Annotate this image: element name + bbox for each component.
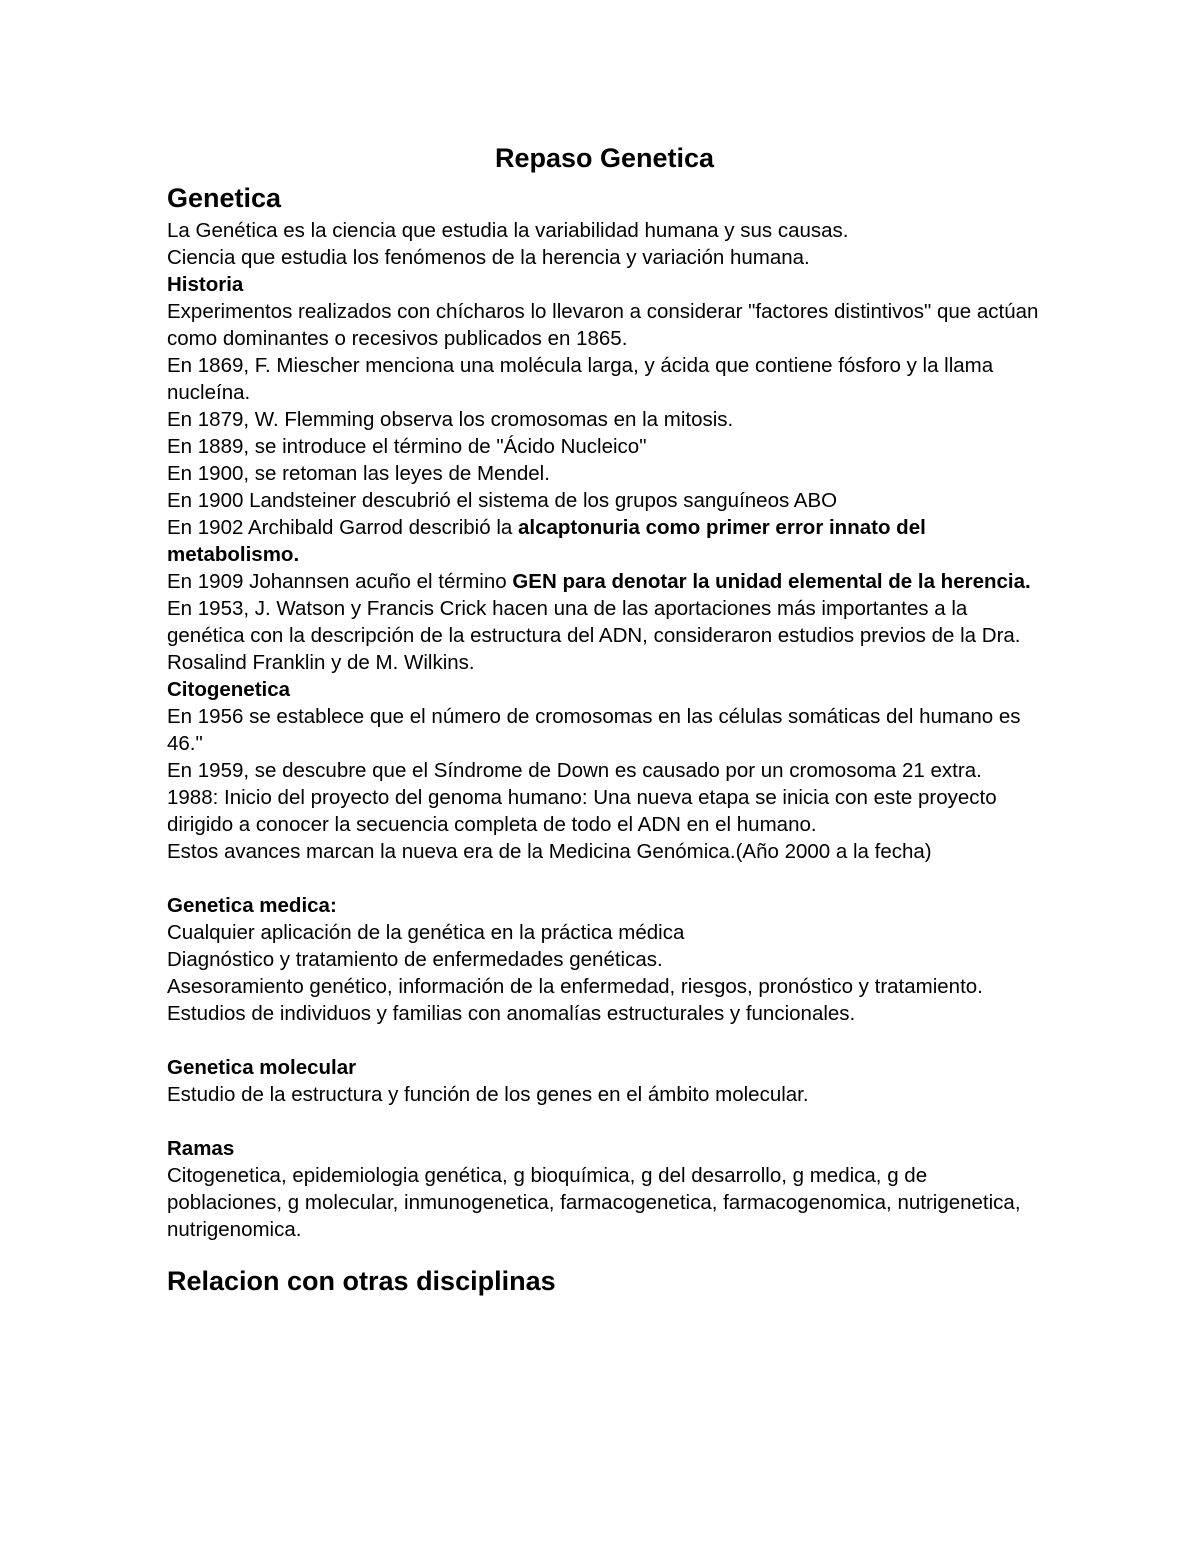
document-content: [167, 140, 1042, 1300]
subheading-citogenetica: Citogenetica: [167, 678, 291, 701]
spacer: [167, 1027, 1042, 1054]
spacer: [167, 1243, 1042, 1263]
paragraph: En 1900, se retoman las leyes de Mendel.: [167, 462, 550, 485]
paragraph-text: En 1902 Archibald Garrod describió la: [167, 516, 518, 539]
paragraph-mixed: [167, 514, 1042, 568]
section-heading-relacion: Relacion con otras disciplinas: [167, 1266, 556, 1296]
paragraph: En 1956 se establece que el número de cromosomas en las células somáticas del humano es 46.": [167, 705, 1021, 755]
paragraph: Estos avances marcan la nueva era de la Medicina Genómica.(Año 2000 a la fecha): [167, 840, 932, 863]
paragraph: En 1889, se introduce el término de "Ácido Nucleico": [167, 435, 647, 458]
paragraph: Ciencia que estudia los fenómenos de la herencia y variación humana.: [167, 246, 810, 269]
spacer: [167, 1108, 1042, 1135]
paragraph: La Genética es la ciencia que estudia la variabilidad humana y sus causas.: [167, 219, 849, 242]
paragraph: Citogenetica, epidemiologia genética, g bioquímica, g del desarrollo, g medica, g de poblaciones, g molecular, inmunogenetica, farmacogenetica, farmacogenomica, nutrigenetica, nutrigenomica.: [167, 1164, 1021, 1241]
paragraph: Experimentos realizados con chícharos lo llevaron a considerar "factores distintivos" que actúan como dominantes o recesivos publicados en 1865.: [167, 300, 1039, 350]
paragraph: Estudio de la estructura y función de los genes en el ámbito molecular.: [167, 1083, 809, 1106]
paragraph-bold-text: GEN para denotar la unidad elemental de la herencia.: [512, 570, 1031, 593]
paragraph-bold-text: alcaptonuria como primer error innato del metabolismo.: [167, 516, 926, 566]
paragraph: 1988: Inicio del proyecto del genoma humano: Una nueva etapa se inicia con este proyecto dirigido a conocer la secuencia completa de todo el ADN en el humano.: [167, 786, 997, 836]
subheading-ramas: Ramas: [167, 1137, 235, 1160]
document-title: Repaso Genetica: [494, 143, 715, 173]
paragraph: Asesoramiento genético, información de la enfermedad, riesgos, pronóstico y tratamiento. Estudios de individuos y familias con anomalías estructurales y funcionales.: [167, 975, 983, 1025]
spacer: [167, 865, 1042, 892]
paragraph: En 1869, F. Miescher menciona una molécula larga, y ácida que contiene fósforo y la llama nucleína.: [167, 354, 994, 404]
paragraph: Cualquier aplicación de la genética en la práctica médica: [167, 921, 685, 944]
section-heading-genetica: Genetica: [167, 183, 282, 213]
subheading-genetica-molecular: Genetica molecular: [167, 1056, 357, 1079]
subheading-historia: Historia: [167, 273, 244, 296]
subheading-genetica-medica: Genetica medica:: [167, 894, 337, 917]
paragraph-mixed: [167, 568, 1042, 595]
paragraph: En 1953, J. Watson y Francis Crick hacen una de las aportaciones más importantes a la genética con la descripción de la estructura del ADN, consideraron estudios previos de la Dra. Rosalind Franklin y de M. Wilkins.: [167, 597, 1021, 674]
paragraph: En 1879, W. Flemming observa los cromosomas en la mitosis.: [167, 408, 734, 431]
paragraph: En 1900 Landsteiner descubrió el sistema de los grupos sanguíneos ABO: [167, 489, 838, 512]
paragraph-text: En 1909 Johannsen acuño el término: [167, 570, 513, 593]
paragraph: Diagnóstico y tratamiento de enfermedades genéticas.: [167, 948, 663, 971]
paragraph: En 1959, se descubre que el Síndrome de Down es causado por un cromosoma 21 extra.: [167, 759, 982, 782]
